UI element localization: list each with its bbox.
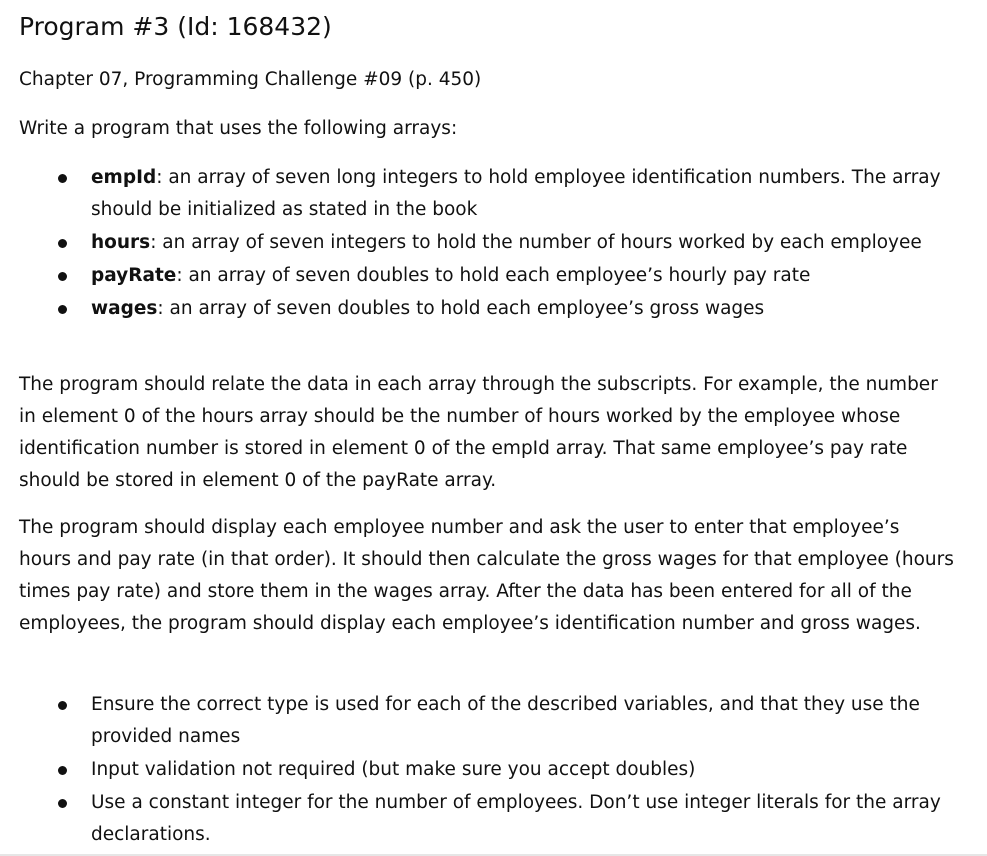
array-name-empid: empId xyxy=(91,167,157,188)
paragraph-subscripts: The program should relate the data in each array through the subscripts. For example, the number in element 0 of the hours array should be the number of hours worked by the employee whose identification number is stored in element 0 of the empId array. That same employee’s pay rate should be stored in element 0 of the payRate array. xyxy=(19,374,938,491)
bullet-icon xyxy=(58,272,67,281)
bullet-icon xyxy=(58,239,67,248)
requirement-item xyxy=(0,754,960,786)
requirement-text: Use a constant integer for the number of employees. Don’t use integer literals for the array declarations. xyxy=(91,792,941,845)
list-item-wages xyxy=(0,293,960,325)
bullet-icon xyxy=(58,174,67,183)
list-item-hours xyxy=(0,227,960,259)
bullet-icon xyxy=(58,701,67,710)
list-item-payrate xyxy=(0,260,960,292)
array-name-payrate: payRate xyxy=(91,265,177,286)
array-name-wages: wages xyxy=(91,298,158,319)
array-list xyxy=(0,162,960,326)
paragraph-display: The program should display each employee number and ask the user to enter that employee’s hours and pay rate (in that order). It should then calculate the gross wages for that employee (hours times pay rate) and store them in the wages array. After the data has been entered for all of the employees, the program should display each employee’s identification number and gross wages. xyxy=(19,517,954,634)
intro-text: Write a program that uses the following arrays: xyxy=(19,118,458,139)
requirement-text: Ensure the correct type is used for each of the described variables, and that they use the provided names xyxy=(91,694,920,747)
array-description-empid: : an array of seven long integers to hold employee identification numbers. The array should be initialized as stated in the book xyxy=(91,167,941,220)
chapter-reference: Chapter 07, Programming Challenge #09 (p. 450) xyxy=(19,69,482,90)
requirement-item xyxy=(0,689,960,753)
bullet-icon xyxy=(58,799,67,808)
array-description-wages: : an array of seven doubles to hold each employee’s gross wages xyxy=(157,298,765,319)
bullet-icon xyxy=(58,305,67,314)
bullet-icon xyxy=(58,766,67,775)
list-item-empid xyxy=(0,162,960,226)
array-description-hours: : an array of seven integers to hold the number of hours worked by each employee xyxy=(150,232,922,253)
requirements-list xyxy=(0,689,960,852)
requirement-item xyxy=(0,787,960,851)
array-name-hours: hours xyxy=(91,232,151,253)
program-title: Program #3 (Id: 168432) xyxy=(19,12,332,41)
array-description-payrate: : an array of seven doubles to hold each employee’s hourly pay rate xyxy=(176,265,811,286)
requirement-text: Input validation not required (but make sure you accept doubles) xyxy=(91,759,696,780)
